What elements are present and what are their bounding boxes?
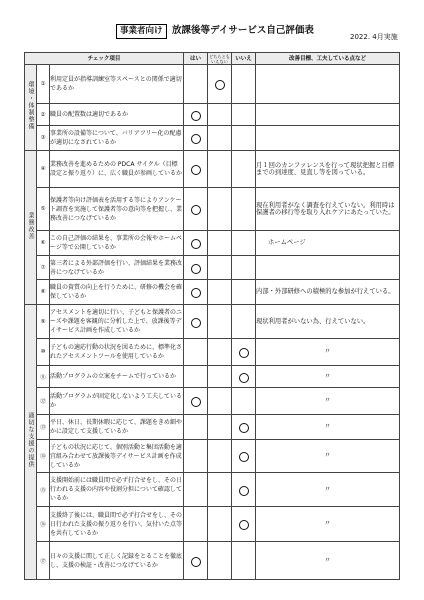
item-number xyxy=(37,305,50,339)
answer-neither-cell xyxy=(208,256,232,280)
item-number xyxy=(37,473,50,507)
answer-no-cell xyxy=(232,305,256,339)
improvement-note: 現状利用者がいない為、行えていない。 xyxy=(256,305,400,339)
category-label: 環境・体制整備 xyxy=(27,81,34,130)
table-row xyxy=(25,473,400,507)
check-item-text: 業務改善を進めるための PDCA サイクル（目標設定と振り返り）に、広く職員が参画しているか xyxy=(50,151,184,188)
document-header xyxy=(0,0,424,42)
improvement-note: 〃 xyxy=(256,339,400,366)
answer-yes-cell xyxy=(184,104,208,126)
answer-yes-cell xyxy=(184,256,208,280)
answer-no-cell xyxy=(232,104,256,126)
table-row xyxy=(25,65,400,104)
audience-tag: 事業者向け xyxy=(116,24,167,39)
answer-neither-cell xyxy=(208,415,232,440)
answer-yes-cell xyxy=(184,542,208,580)
table-row xyxy=(25,388,400,415)
table-row xyxy=(25,126,400,151)
item-number-label: ⑫ xyxy=(40,399,46,405)
selected-circle-icon xyxy=(239,423,249,433)
improvement-note: 〃 xyxy=(256,388,400,415)
item-number xyxy=(37,65,50,104)
col-no: いいえ xyxy=(232,53,256,65)
answer-no-cell xyxy=(232,280,256,305)
check-item-text: 職員の資質の向上を行うために、研修の機会を確保しているか xyxy=(50,280,184,305)
item-number-label: ⑭ xyxy=(40,454,46,460)
answer-yes-cell xyxy=(184,231,208,256)
table-row xyxy=(25,256,400,280)
evaluation-table xyxy=(24,52,400,580)
check-item-text: 平日、休日、長期休暇に応じて、課題をきめ細やかに設定して支援しているか xyxy=(50,415,184,440)
item-number xyxy=(37,440,50,473)
answer-neither-cell xyxy=(208,151,232,188)
item-number xyxy=(37,339,50,366)
improvement-note xyxy=(256,256,400,280)
answer-no-cell xyxy=(232,231,256,256)
table-body xyxy=(25,65,400,580)
item-number xyxy=(37,151,50,188)
category-label: 適切な支援の提供 xyxy=(27,412,34,468)
category-label: 業務改善 xyxy=(27,211,34,240)
item-number-label: ⑩ xyxy=(40,349,46,355)
answer-neither-cell xyxy=(208,65,232,104)
selected-circle-icon xyxy=(191,288,201,298)
table-row xyxy=(25,280,400,305)
answer-yes-cell xyxy=(184,473,208,507)
answer-no-cell xyxy=(232,507,256,542)
item-number-label: ⑮ xyxy=(40,487,46,494)
answer-no-cell xyxy=(232,151,256,188)
improvement-note: 〃 xyxy=(256,440,400,473)
table-row xyxy=(25,188,400,231)
item-number-label: ⑦ xyxy=(40,264,46,271)
answer-no-cell xyxy=(232,366,256,388)
selected-circle-icon xyxy=(239,452,249,462)
answer-neither-cell xyxy=(208,473,232,507)
selected-circle-icon xyxy=(239,486,249,496)
answer-neither-cell xyxy=(208,280,232,305)
item-number-label: ⑯ xyxy=(40,522,46,528)
col-check-item: チェック項目 xyxy=(25,53,184,65)
table-row xyxy=(25,339,400,366)
selected-circle-icon xyxy=(191,134,201,144)
col-neither: どちらとも いえない xyxy=(209,53,230,64)
item-number-label: ⑨ xyxy=(40,318,46,325)
improvement-note: 〃 xyxy=(256,473,400,507)
check-item-text: 第三者による外部評価を行い、評価結果を業務改善につなげているか xyxy=(50,256,184,280)
table-row xyxy=(25,366,400,388)
answer-yes-cell xyxy=(184,415,208,440)
answer-no-cell xyxy=(232,188,256,231)
selected-circle-icon xyxy=(191,557,201,567)
check-item-text: 職員の配置数は適切であるか xyxy=(50,104,184,126)
improvement-note: 現在利用者がなく調査を行えていない。利用時は保護者の移行等を取り入れケアにあたっていた。 xyxy=(256,188,400,231)
selected-circle-icon xyxy=(191,264,201,274)
category-environment xyxy=(25,65,37,151)
improvement-note: ホームページ xyxy=(256,231,400,256)
table-row xyxy=(25,542,400,580)
improvement-note xyxy=(256,126,400,151)
answer-no-cell xyxy=(232,339,256,366)
category-appropriate-support xyxy=(25,305,37,580)
answer-no-cell xyxy=(232,440,256,473)
table-header-row xyxy=(25,53,400,65)
selected-circle-icon xyxy=(191,111,201,121)
answer-yes-cell xyxy=(184,366,208,388)
item-number-label: ④ xyxy=(40,166,46,172)
selected-circle-icon xyxy=(191,165,201,175)
item-number-label: ① xyxy=(40,81,46,87)
item-number xyxy=(37,256,50,280)
answer-neither-cell xyxy=(208,388,232,415)
check-item-text: 支援終了後には、職員間で必ず打合せをし、その日行われた支援の振り返りを行い、気付いた点等を共有しているか xyxy=(50,507,184,542)
table-row xyxy=(25,104,400,126)
answer-neither-cell xyxy=(208,339,232,366)
improvement-note xyxy=(256,65,400,104)
category-business-improvement xyxy=(25,151,37,305)
item-number xyxy=(37,280,50,305)
check-item-text: 活動プログラムが固定化しないよう工夫しているか xyxy=(50,388,184,415)
col-yes: はい xyxy=(184,53,208,65)
table-row xyxy=(25,415,400,440)
selected-circle-icon xyxy=(191,397,201,407)
answer-no-cell xyxy=(232,415,256,440)
improvement-note: 〃 xyxy=(256,542,400,580)
answer-neither-cell xyxy=(208,440,232,473)
improvement-note: 内部・外部研修への積極的な参加が行えている。 xyxy=(256,280,400,305)
answer-no-cell xyxy=(232,256,256,280)
item-number xyxy=(37,366,50,388)
item-number-label: ⑰ xyxy=(40,558,46,565)
selected-circle-icon xyxy=(239,520,249,530)
item-number-label: ③ xyxy=(40,135,46,141)
answer-no-cell xyxy=(232,473,256,507)
answer-neither-cell xyxy=(208,366,232,388)
col-improvement: 改善目標、工夫している点など xyxy=(256,53,400,65)
check-item-text: 利用定員が指導訓練室等スペースとの関係で適切であるか xyxy=(50,65,184,104)
answer-yes-cell xyxy=(184,339,208,366)
answer-neither-cell xyxy=(208,188,232,231)
selected-circle-icon xyxy=(239,348,249,358)
item-number xyxy=(37,104,50,126)
answer-no-cell xyxy=(232,388,256,415)
answer-yes-cell xyxy=(184,507,208,542)
selected-circle-icon xyxy=(191,318,201,328)
check-item-text: 日々の支援に関して正しく記録をとることを徹底し、支援の検証・改善につなげているか xyxy=(50,542,184,580)
item-number-label: ⑧ xyxy=(40,289,46,295)
answer-no-cell xyxy=(232,542,256,580)
answer-yes-cell xyxy=(184,388,208,415)
item-number xyxy=(37,542,50,580)
check-item-text: 子どもの適応行動の状況を図るために、標準化されたアセスメントツールを使用しているか xyxy=(50,339,184,366)
check-item-text: 活動プログラムの立案をチームで行っているか xyxy=(50,366,184,388)
answer-yes-cell xyxy=(184,65,208,104)
item-number-label: ⑤ xyxy=(40,206,46,212)
table-row xyxy=(25,305,400,339)
item-number-label: ⑬ xyxy=(40,425,46,431)
item-number xyxy=(37,188,50,231)
answer-yes-cell xyxy=(184,126,208,151)
item-number-label: ⑥ xyxy=(40,240,46,246)
improvement-note xyxy=(256,104,400,126)
answer-neither-cell xyxy=(208,542,232,580)
answer-no-cell xyxy=(232,65,256,104)
table-row xyxy=(25,231,400,256)
item-number-label: ② xyxy=(40,111,46,118)
item-number xyxy=(37,388,50,415)
check-item-text: 支援開始前には職員間で必ず打合せをし、その日行われる支援の内容や役割分担について確認しているか xyxy=(50,473,184,507)
improvement-note: 〃 xyxy=(256,366,400,388)
check-item-text: 事業所の設備等について、バリアフリー化の配慮が適切になされているか xyxy=(50,126,184,151)
item-number-label: ⑪ xyxy=(40,374,46,381)
selected-circle-icon xyxy=(191,205,201,215)
item-number xyxy=(37,126,50,151)
answer-neither-cell xyxy=(208,126,232,151)
selected-circle-icon xyxy=(191,239,201,249)
item-number xyxy=(37,415,50,440)
improvement-note: 月１回のカンファレンスを行って現状把握と目標までの到達度、見直し等を図っている。 xyxy=(256,151,400,188)
implementation-date: 2022. 4月実施 xyxy=(350,33,398,41)
answer-yes-cell xyxy=(184,151,208,188)
selected-circle-icon xyxy=(215,80,225,90)
check-item-text: 保護者等向け評価表を活用する等によりアンケート調査を実施して保護者等の意向等を把握し、業務改善につなげているか xyxy=(50,188,184,231)
item-number xyxy=(37,231,50,256)
document-title: 放課後等デイサービス自己評価表 xyxy=(172,25,314,36)
improvement-note: 〃 xyxy=(256,507,400,542)
answer-neither-cell xyxy=(208,507,232,542)
improvement-note: 〃 xyxy=(256,415,400,440)
item-number xyxy=(37,507,50,542)
answer-neither-cell xyxy=(208,305,232,339)
check-item-text: この自己評価の結果を、事業所の会報やホームページ等で公開しているか xyxy=(50,231,184,256)
selected-circle-icon xyxy=(239,373,249,383)
table-row xyxy=(25,440,400,473)
check-item-text: アセスメントを適切に行い、子どもと保護者のニーズや課題を客観的に分析した上で、放課後等デイサービス計画を作成しているか xyxy=(50,305,184,339)
table-row xyxy=(25,507,400,542)
check-item-text: 子どもの状況に応じて、個別活動と集団活動を適宜組み合わせて放課後等デイサービス計画を作成しているか xyxy=(50,440,184,473)
table-row xyxy=(25,151,400,188)
answer-yes-cell xyxy=(184,188,208,231)
answer-yes-cell xyxy=(184,280,208,305)
answer-neither-cell xyxy=(208,231,232,256)
answer-yes-cell xyxy=(184,305,208,339)
answer-yes-cell xyxy=(184,440,208,473)
answer-neither-cell xyxy=(208,104,232,126)
answer-no-cell xyxy=(232,126,256,151)
